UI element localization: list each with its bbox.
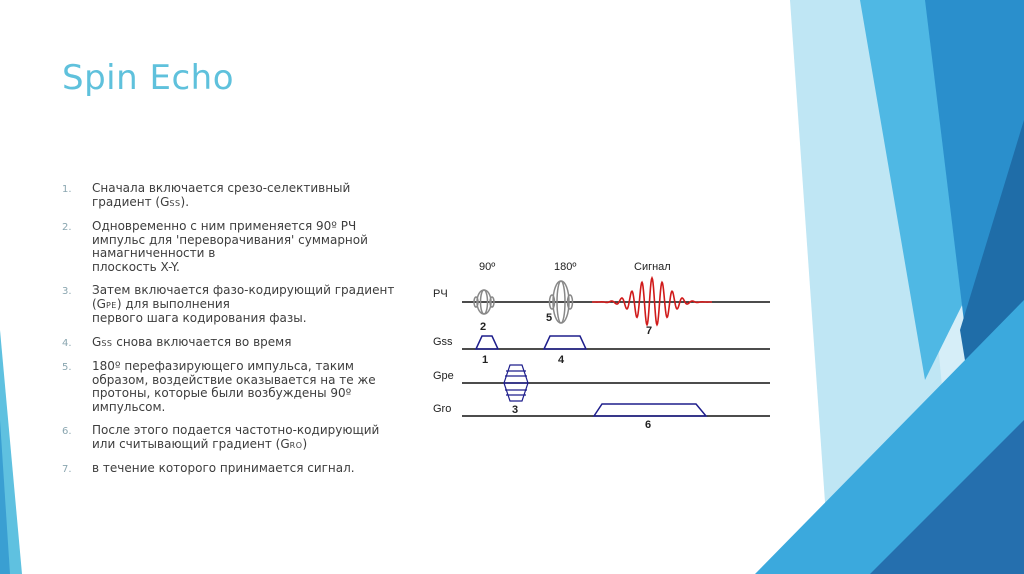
label-signal: Сигнал	[634, 261, 671, 273]
step-item	[62, 182, 402, 210]
step-text: в течение которого принимается сигнал.	[92, 461, 355, 475]
step-number: 2.	[62, 222, 72, 233]
marker-4: 4	[558, 354, 565, 366]
step-text: 180º перефазирующего импульса, таким образом, воздействие оказывается на те же протоны, которые были возбуждены 90º импульсом.	[92, 359, 376, 414]
marker-1: 1	[482, 354, 489, 366]
step-number: 3.	[62, 286, 72, 297]
row-label-rf: РЧ	[433, 288, 448, 300]
step-item	[62, 284, 402, 326]
label-180: 180º	[554, 261, 577, 273]
step-text: Затем включается фазо-кодирующий градиент (GPE) для выполнения первого шага кодирования фазы.	[92, 283, 395, 325]
step-number: 5.	[62, 362, 72, 373]
step-item	[62, 360, 402, 414]
marker-7: 7	[646, 325, 653, 337]
gss-refocus-gradient	[544, 336, 586, 349]
step-number: 1.	[62, 184, 72, 195]
marker-6: 6	[645, 419, 652, 431]
label-90: 90º	[479, 261, 496, 273]
step-number: 4.	[62, 337, 72, 349]
marker-3: 3	[512, 404, 519, 416]
row-label-gpe: Gpe	[433, 370, 454, 382]
step-number: 7.	[62, 464, 72, 475]
pulse-sequence-diagram	[420, 250, 780, 435]
slide-title: Spin Echo	[62, 58, 234, 98]
gpe-phase-gradient	[504, 365, 528, 401]
steps-list	[62, 182, 402, 487]
step-item	[62, 220, 402, 274]
step-item	[62, 336, 402, 351]
step-item	[62, 462, 402, 477]
row-label-gro: Gro	[433, 403, 452, 415]
step-text: GSS снова включается во время	[92, 334, 292, 349]
step-number: 6.	[62, 426, 72, 437]
step-text: Одновременно с ним применяется 90º РЧ импульс для 'переворачивания' суммарной намагниченности в плоскость X-Y.	[92, 219, 368, 274]
step-text: После этого подается частотно-кодирующий или считывающий градиент (GRO)	[92, 423, 380, 451]
step-item	[62, 424, 402, 452]
marker-5: 5	[546, 312, 553, 324]
row-label-gss: Gss	[433, 336, 453, 348]
step-text: Сначала включается срезо-селективный градиент (GSS).	[92, 181, 351, 209]
marker-2: 2	[480, 321, 487, 333]
gss-slice-gradient	[476, 336, 498, 349]
gro-readout-gradient	[594, 404, 706, 416]
